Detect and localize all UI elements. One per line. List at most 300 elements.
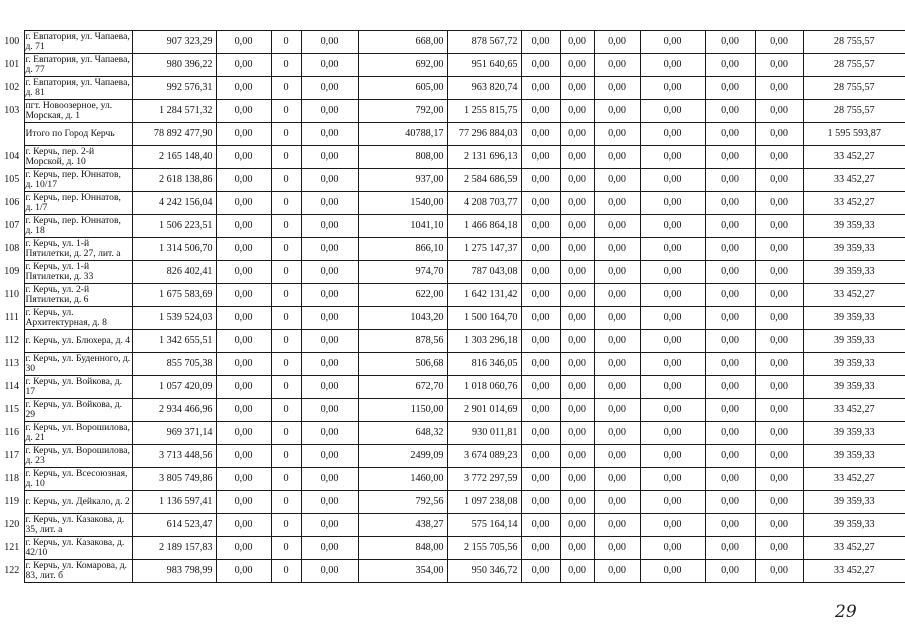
address-cell: г. Керчь, ул. Казакова, д. 42/10	[24, 537, 132, 560]
last-value-cell: 39 359,33	[803, 422, 905, 445]
value-5-cell: 0,00	[301, 307, 358, 330]
address-cell: г. Керчь, ул. Ворошилова, д. 21	[24, 422, 132, 445]
zero-1-cell: 0,00	[521, 100, 560, 123]
zero-2-cell: 0,00	[560, 123, 594, 146]
value-4-cell: 0	[271, 307, 301, 330]
area-cell: 1540,00	[358, 192, 447, 215]
row-number-cell: 112	[0, 330, 24, 353]
sum-cell: 951 640,65	[447, 54, 521, 77]
zero-2-cell: 0,00	[560, 284, 594, 307]
table-row	[0, 77, 905, 100]
value-4-cell: 0	[271, 169, 301, 192]
zero-5-cell: 0,00	[705, 261, 755, 284]
value-3-cell: 0,00	[216, 514, 271, 537]
zero-2-cell: 0,00	[560, 215, 594, 238]
zero-2-cell: 0,00	[560, 192, 594, 215]
value-3-cell: 0,00	[216, 560, 271, 583]
table-row	[0, 192, 905, 215]
value-4-cell: 0	[271, 238, 301, 261]
table-row	[0, 261, 905, 284]
zero-3-cell: 0,00	[594, 445, 640, 468]
value-5-cell: 0,00	[301, 376, 358, 399]
zero-4-cell: 0,00	[640, 123, 705, 146]
value-5-cell: 0,00	[301, 77, 358, 100]
last-value-cell: 33 452,27	[803, 169, 905, 192]
area-cell: 1043,20	[358, 307, 447, 330]
value-4-cell: 0	[271, 146, 301, 169]
address-cell: г. Керчь, ул. Войкова, д. 29	[24, 399, 132, 422]
sum-cell: 1 018 060,76	[447, 376, 521, 399]
value-4-cell: 0	[271, 77, 301, 100]
area-cell: 792,00	[358, 100, 447, 123]
total-cost-cell: 907 323,29	[132, 31, 216, 54]
zero-3-cell: 0,00	[594, 514, 640, 537]
value-3-cell: 0,00	[216, 169, 271, 192]
value-5-cell: 0,00	[301, 169, 358, 192]
zero-2-cell: 0,00	[560, 445, 594, 468]
sum-cell: 963 820,74	[447, 77, 521, 100]
zero-2-cell: 0,00	[560, 169, 594, 192]
sum-cell: 1 097 238,08	[447, 491, 521, 514]
zero-5-cell: 0,00	[705, 31, 755, 54]
sum-cell: 1 466 864,18	[447, 215, 521, 238]
zero-1-cell: 0,00	[521, 146, 560, 169]
row-number-cell: 119	[0, 491, 24, 514]
zero-4-cell: 0,00	[640, 77, 705, 100]
row-number-cell: 113	[0, 353, 24, 376]
zero-3-cell: 0,00	[594, 376, 640, 399]
value-4-cell: 0	[271, 399, 301, 422]
table-row	[0, 169, 905, 192]
zero-1-cell: 0,00	[521, 468, 560, 491]
total-cost-cell: 78 892 477,90	[132, 123, 216, 146]
zero-3-cell: 0,00	[594, 123, 640, 146]
address-cell: г. Керчь, ул. 1-й Пятилетки, д. 33	[24, 261, 132, 284]
table-row	[0, 31, 905, 54]
zero-1-cell: 0,00	[521, 215, 560, 238]
zero-6-cell: 0,00	[755, 77, 803, 100]
area-cell: 668,00	[358, 31, 447, 54]
total-cost-cell: 2 189 157,83	[132, 537, 216, 560]
zero-1-cell: 0,00	[521, 422, 560, 445]
zero-3-cell: 0,00	[594, 215, 640, 238]
row-number-cell	[0, 123, 24, 146]
zero-1-cell: 0,00	[521, 169, 560, 192]
value-3-cell: 0,00	[216, 330, 271, 353]
address-cell: г. Евпатория, ул. Чапаева, д. 81	[24, 77, 132, 100]
zero-4-cell: 0,00	[640, 514, 705, 537]
zero-5-cell: 0,00	[705, 353, 755, 376]
last-value-cell: 39 359,33	[803, 307, 905, 330]
value-5-cell: 0,00	[301, 123, 358, 146]
zero-5-cell: 0,00	[705, 77, 755, 100]
zero-1-cell: 0,00	[521, 238, 560, 261]
value-5-cell: 0,00	[301, 284, 358, 307]
zero-4-cell: 0,00	[640, 31, 705, 54]
sum-cell: 2 155 705,56	[447, 537, 521, 560]
zero-2-cell: 0,00	[560, 146, 594, 169]
total-cost-cell: 2 165 148,40	[132, 146, 216, 169]
address-cell: г. Керчь, ул. Дейкало, д. 2	[24, 491, 132, 514]
zero-6-cell: 0,00	[755, 169, 803, 192]
value-5-cell: 0,00	[301, 215, 358, 238]
address-cell: Итого по Город Керчь	[24, 123, 132, 146]
value-3-cell: 0,00	[216, 399, 271, 422]
zero-6-cell: 0,00	[755, 560, 803, 583]
last-value-cell: 33 452,27	[803, 284, 905, 307]
zero-3-cell: 0,00	[594, 238, 640, 261]
zero-6-cell: 0,00	[755, 376, 803, 399]
value-3-cell: 0,00	[216, 468, 271, 491]
value-4-cell: 0	[271, 376, 301, 399]
address-cell: г. Керчь, пер. Юннатов, д. 10/17	[24, 169, 132, 192]
value-3-cell: 0,00	[216, 100, 271, 123]
value-5-cell: 0,00	[301, 399, 358, 422]
table-row	[0, 422, 905, 445]
area-cell: 848,00	[358, 537, 447, 560]
address-cell: г. Керчь, ул. Казакова, д. 35, лит. а	[24, 514, 132, 537]
row-number-cell: 118	[0, 468, 24, 491]
total-cost-cell: 1 136 597,41	[132, 491, 216, 514]
zero-5-cell: 0,00	[705, 537, 755, 560]
area-cell: 692,00	[358, 54, 447, 77]
total-cost-cell: 1 314 506,70	[132, 238, 216, 261]
zero-3-cell: 0,00	[594, 399, 640, 422]
zero-6-cell: 0,00	[755, 514, 803, 537]
value-3-cell: 0,00	[216, 376, 271, 399]
row-number-cell: 103	[0, 100, 24, 123]
row-number-cell: 101	[0, 54, 24, 77]
value-4-cell: 0	[271, 31, 301, 54]
value-3-cell: 0,00	[216, 537, 271, 560]
value-3-cell: 0,00	[216, 491, 271, 514]
total-cost-cell: 826 402,41	[132, 261, 216, 284]
zero-5-cell: 0,00	[705, 514, 755, 537]
value-5-cell: 0,00	[301, 261, 358, 284]
value-4-cell: 0	[271, 100, 301, 123]
value-4-cell: 0	[271, 514, 301, 537]
zero-5-cell: 0,00	[705, 54, 755, 77]
zero-5-cell: 0,00	[705, 192, 755, 215]
sum-cell: 878 567,72	[447, 31, 521, 54]
sum-cell: 1 275 147,37	[447, 238, 521, 261]
value-3-cell: 0,00	[216, 422, 271, 445]
value-5-cell: 0,00	[301, 445, 358, 468]
total-cost-cell: 1 539 524,03	[132, 307, 216, 330]
sum-cell: 3 772 297,59	[447, 468, 521, 491]
zero-2-cell: 0,00	[560, 560, 594, 583]
zero-4-cell: 0,00	[640, 491, 705, 514]
last-value-cell: 39 359,33	[803, 215, 905, 238]
total-cost-cell: 2 934 466,96	[132, 399, 216, 422]
area-cell: 792,56	[358, 491, 447, 514]
sum-cell: 2 584 686,59	[447, 169, 521, 192]
sum-cell: 1 642 131,42	[447, 284, 521, 307]
value-5-cell: 0,00	[301, 514, 358, 537]
table-row	[0, 146, 905, 169]
row-number-cell: 115	[0, 399, 24, 422]
total-cost-cell: 4 242 156,04	[132, 192, 216, 215]
zero-3-cell: 0,00	[594, 353, 640, 376]
zero-1-cell: 0,00	[521, 330, 560, 353]
zero-4-cell: 0,00	[640, 54, 705, 77]
zero-6-cell: 0,00	[755, 261, 803, 284]
zero-1-cell: 0,00	[521, 307, 560, 330]
table-row	[0, 307, 905, 330]
sum-cell: 2 131 696,13	[447, 146, 521, 169]
zero-1-cell: 0,00	[521, 445, 560, 468]
area-cell: 648,32	[358, 422, 447, 445]
sum-cell: 930 011,81	[447, 422, 521, 445]
zero-1-cell: 0,00	[521, 514, 560, 537]
address-cell: г. Керчь, ул. Войкова, д. 17	[24, 376, 132, 399]
address-cell: г. Керчь, ул. 2-й Пятилетки, д. 6	[24, 284, 132, 307]
total-cost-cell: 2 618 138,86	[132, 169, 216, 192]
last-value-cell: 33 452,27	[803, 468, 905, 491]
zero-6-cell: 0,00	[755, 54, 803, 77]
total-cost-cell: 983 798,99	[132, 560, 216, 583]
table-row	[0, 376, 905, 399]
row-number-cell: 121	[0, 537, 24, 560]
sum-cell: 950 346,72	[447, 560, 521, 583]
zero-5-cell: 0,00	[705, 560, 755, 583]
value-5-cell: 0,00	[301, 537, 358, 560]
table-row	[0, 284, 905, 307]
sum-cell: 1 500 164,70	[447, 307, 521, 330]
total-cost-cell: 3 805 749,86	[132, 468, 216, 491]
zero-4-cell: 0,00	[640, 215, 705, 238]
last-value-cell: 1 595 593,87	[803, 123, 905, 146]
area-cell: 605,00	[358, 77, 447, 100]
zero-3-cell: 0,00	[594, 537, 640, 560]
zero-1-cell: 0,00	[521, 77, 560, 100]
zero-3-cell: 0,00	[594, 169, 640, 192]
address-cell: г. Керчь, пер. Юннатов, д. 1/7	[24, 192, 132, 215]
zero-2-cell: 0,00	[560, 238, 594, 261]
value-3-cell: 0,00	[216, 238, 271, 261]
zero-6-cell: 0,00	[755, 100, 803, 123]
row-number-cell: 114	[0, 376, 24, 399]
zero-5-cell: 0,00	[705, 307, 755, 330]
last-value-cell: 33 452,27	[803, 146, 905, 169]
table-row	[0, 215, 905, 238]
value-3-cell: 0,00	[216, 445, 271, 468]
last-value-cell: 33 452,27	[803, 399, 905, 422]
zero-5-cell: 0,00	[705, 100, 755, 123]
table-body	[0, 31, 905, 583]
zero-6-cell: 0,00	[755, 146, 803, 169]
zero-3-cell: 0,00	[594, 261, 640, 284]
zero-4-cell: 0,00	[640, 307, 705, 330]
table-row	[0, 399, 905, 422]
zero-3-cell: 0,00	[594, 31, 640, 54]
table-row	[0, 238, 905, 261]
table-row	[0, 330, 905, 353]
zero-2-cell: 0,00	[560, 54, 594, 77]
last-value-cell: 39 359,33	[803, 445, 905, 468]
row-number-cell: 108	[0, 238, 24, 261]
value-4-cell: 0	[271, 330, 301, 353]
row-number-cell: 100	[0, 31, 24, 54]
zero-6-cell: 0,00	[755, 537, 803, 560]
last-value-cell: 39 359,33	[803, 376, 905, 399]
last-value-cell: 39 359,33	[803, 353, 905, 376]
total-cost-cell: 1 342 655,51	[132, 330, 216, 353]
total-cost-cell: 980 396,22	[132, 54, 216, 77]
zero-2-cell: 0,00	[560, 261, 594, 284]
value-3-cell: 0,00	[216, 31, 271, 54]
zero-3-cell: 0,00	[594, 146, 640, 169]
zero-1-cell: 0,00	[521, 399, 560, 422]
address-cell: г. Керчь, пер. 2-й Морской, д. 10	[24, 146, 132, 169]
last-value-cell: 39 359,33	[803, 330, 905, 353]
zero-4-cell: 0,00	[640, 284, 705, 307]
value-3-cell: 0,00	[216, 215, 271, 238]
value-3-cell: 0,00	[216, 353, 271, 376]
sum-cell: 2 901 014,69	[447, 399, 521, 422]
area-cell: 808,00	[358, 146, 447, 169]
zero-1-cell: 0,00	[521, 353, 560, 376]
value-4-cell: 0	[271, 123, 301, 146]
address-cell: г. Керчь, ул. Комарова, д. 83, лит. б	[24, 560, 132, 583]
zero-2-cell: 0,00	[560, 537, 594, 560]
zero-1-cell: 0,00	[521, 31, 560, 54]
row-number-cell: 122	[0, 560, 24, 583]
sum-cell: 787 043,08	[447, 261, 521, 284]
address-cell: г. Керчь, ул. Всесоюзная, д. 10	[24, 468, 132, 491]
page-number-mark: 29	[835, 602, 857, 622]
zero-6-cell: 0,00	[755, 238, 803, 261]
table-row	[0, 560, 905, 583]
last-value-cell: 33 452,27	[803, 537, 905, 560]
zero-3-cell: 0,00	[594, 192, 640, 215]
zero-4-cell: 0,00	[640, 399, 705, 422]
address-cell: г. Керчь, ул. 1-й Пятилетки, д. 27, лит. а	[24, 238, 132, 261]
zero-1-cell: 0,00	[521, 192, 560, 215]
address-cell: г. Керчь, ул. Архитектурная, д. 8	[24, 307, 132, 330]
last-value-cell: 28 755,57	[803, 77, 905, 100]
zero-4-cell: 0,00	[640, 353, 705, 376]
total-cost-cell: 614 523,47	[132, 514, 216, 537]
table-row	[0, 491, 905, 514]
value-5-cell: 0,00	[301, 100, 358, 123]
zero-5-cell: 0,00	[705, 491, 755, 514]
zero-6-cell: 0,00	[755, 399, 803, 422]
address-cell: г. Керчь, ул. Ворошилова, д. 23	[24, 445, 132, 468]
table-row	[0, 353, 905, 376]
area-cell: 2499,09	[358, 445, 447, 468]
sum-cell: 816 346,05	[447, 353, 521, 376]
zero-6-cell: 0,00	[755, 330, 803, 353]
value-4-cell: 0	[271, 261, 301, 284]
table-row	[0, 514, 905, 537]
sum-cell: 77 296 884,03	[447, 123, 521, 146]
zero-4-cell: 0,00	[640, 100, 705, 123]
zero-1-cell: 0,00	[521, 560, 560, 583]
zero-3-cell: 0,00	[594, 100, 640, 123]
zero-2-cell: 0,00	[560, 330, 594, 353]
last-value-cell: 33 452,27	[803, 560, 905, 583]
zero-2-cell: 0,00	[560, 31, 594, 54]
zero-4-cell: 0,00	[640, 146, 705, 169]
area-cell: 672,70	[358, 376, 447, 399]
area-cell: 1150,00	[358, 399, 447, 422]
total-cost-cell: 969 371,14	[132, 422, 216, 445]
zero-5-cell: 0,00	[705, 330, 755, 353]
zero-6-cell: 0,00	[755, 307, 803, 330]
zero-1-cell: 0,00	[521, 491, 560, 514]
zero-6-cell: 0,00	[755, 445, 803, 468]
zero-2-cell: 0,00	[560, 514, 594, 537]
value-3-cell: 0,00	[216, 192, 271, 215]
sum-cell: 1 255 815,75	[447, 100, 521, 123]
area-cell: 506,68	[358, 353, 447, 376]
value-5-cell: 0,00	[301, 468, 358, 491]
sum-cell: 575 164,14	[447, 514, 521, 537]
zero-6-cell: 0,00	[755, 353, 803, 376]
total-cost-cell: 3 713 448,56	[132, 445, 216, 468]
zero-3-cell: 0,00	[594, 491, 640, 514]
value-4-cell: 0	[271, 192, 301, 215]
area-cell: 1460,00	[358, 468, 447, 491]
zero-2-cell: 0,00	[560, 77, 594, 100]
zero-5-cell: 0,00	[705, 422, 755, 445]
value-3-cell: 0,00	[216, 77, 271, 100]
value-4-cell: 0	[271, 491, 301, 514]
zero-2-cell: 0,00	[560, 307, 594, 330]
zero-3-cell: 0,00	[594, 468, 640, 491]
zero-3-cell: 0,00	[594, 560, 640, 583]
value-4-cell: 0	[271, 54, 301, 77]
zero-5-cell: 0,00	[705, 146, 755, 169]
address-cell: г. Керчь, ул. Блюхера, д. 4	[24, 330, 132, 353]
zero-6-cell: 0,00	[755, 468, 803, 491]
zero-4-cell: 0,00	[640, 192, 705, 215]
zero-6-cell: 0,00	[755, 491, 803, 514]
zero-1-cell: 0,00	[521, 284, 560, 307]
total-cost-cell: 1 675 583,69	[132, 284, 216, 307]
area-cell: 937,00	[358, 169, 447, 192]
last-value-cell: 39 359,33	[803, 514, 905, 537]
zero-6-cell: 0,00	[755, 284, 803, 307]
zero-3-cell: 0,00	[594, 284, 640, 307]
table-row	[0, 537, 905, 560]
value-4-cell: 0	[271, 445, 301, 468]
row-number-cell: 116	[0, 422, 24, 445]
area-cell: 1041,10	[358, 215, 447, 238]
table-row	[0, 100, 905, 123]
row-number-cell: 105	[0, 169, 24, 192]
value-3-cell: 0,00	[216, 54, 271, 77]
value-5-cell: 0,00	[301, 491, 358, 514]
total-cost-cell: 992 576,31	[132, 77, 216, 100]
zero-2-cell: 0,00	[560, 422, 594, 445]
zero-2-cell: 0,00	[560, 376, 594, 399]
value-3-cell: 0,00	[216, 307, 271, 330]
address-cell: пгт. Новоозерное, ул. Морская, д. 1	[24, 100, 132, 123]
zero-5-cell: 0,00	[705, 399, 755, 422]
value-5-cell: 0,00	[301, 330, 358, 353]
value-3-cell: 0,00	[216, 284, 271, 307]
zero-2-cell: 0,00	[560, 399, 594, 422]
zero-2-cell: 0,00	[560, 468, 594, 491]
address-cell: г. Керчь, пер. Юннатов, д. 18	[24, 215, 132, 238]
zero-2-cell: 0,00	[560, 491, 594, 514]
zero-1-cell: 0,00	[521, 376, 560, 399]
zero-4-cell: 0,00	[640, 376, 705, 399]
zero-5-cell: 0,00	[705, 445, 755, 468]
value-5-cell: 0,00	[301, 146, 358, 169]
